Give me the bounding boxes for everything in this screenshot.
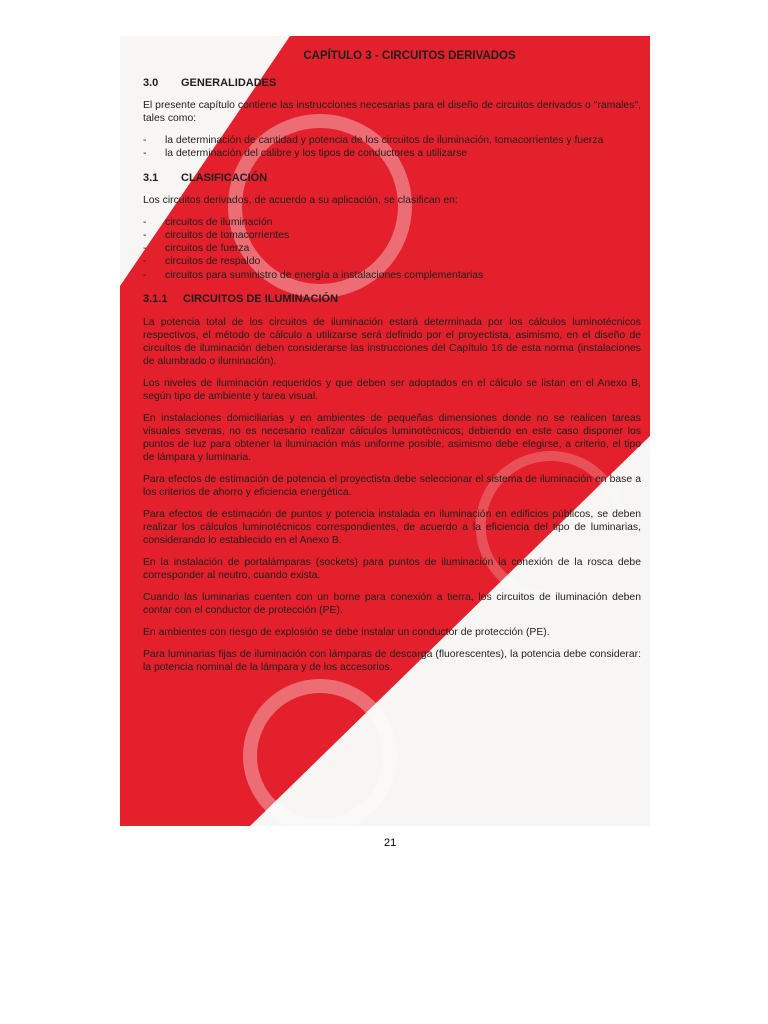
list-item: - circuitos para suministro de energía a instalaciones complementarias: [143, 269, 641, 282]
paragraph: Los niveles de iluminación requeridos y que deben ser adoptados en el cálculo se listan en el Anexo B, según tipo de ambiente y tarea visual.: [143, 378, 641, 403]
chapter-title: CAPÍTULO 3 - CIRCUITOS DERIVADOS: [303, 50, 516, 62]
intro-paragraph: El presente capítulo contiene las instrucciones necesarias para el diseño de circuitos derivados o "ramales", tales como:: [143, 100, 641, 124]
paragraph: La potencia total de los circuitos de iluminación estará determinada por los cálculos luminotécnicos respectivos, el método de cálculo a utilizarse será definido por el proyectista, asimismo, en el diseño de circuitos de iluminación deben considerarse las instrucciones del Capítulo 16 de esta norma (instalaciones de alumbrado o iluminación).: [143, 317, 641, 368]
watermark-left-text: ©IBNORCA · DERECHOS RESERVADOS: [84, 229, 93, 388]
scanned-page: [120, 36, 650, 826]
classification-list: [143, 216, 641, 282]
list-item: - la determinación del calibre y los tipos de conductores a utilizarse: [143, 147, 641, 160]
paragraph: Para efectos de estimación de puntos y potencia instalada en iluminación en edificios públicos, se deben realizar los cálculos luminotécnicos correspondientes, de acuerdo a la eficiencia del tipo de luminarias, considerando lo establecido en el Anexo B.: [143, 509, 641, 547]
list-item: - circuitos de tomacorrientes: [143, 229, 641, 242]
watermark-right-text-line2: DERECHO PROPIETARIO INTELECTUAL: [685, 517, 695, 683]
section-heading-3-1: [143, 172, 641, 185]
section-number: 3.1.1: [143, 293, 168, 306]
section-number: 3.1: [143, 171, 159, 184]
section-title: CIRCUITOS DE ILUMINACIÓN: [183, 293, 339, 306]
section-heading-3-1-1: [143, 293, 641, 306]
section-title: CLASIFICACIÓN: [181, 171, 268, 184]
seal-ring-lower: [250, 686, 390, 826]
document-body: [143, 50, 641, 683]
list-item: - la determinación de cantidad y potencia de los circuitos de iluminación, tomacorrientes y fuerza: [143, 134, 641, 147]
paragraph: En la instalación de portalámparas (sockets) para puntos de iluminación la conexión de la rosca debe corresponder al neutro, cuando exista.: [143, 557, 641, 582]
page-number: 21: [384, 837, 397, 849]
list-item: - circuitos de respaldo: [143, 255, 641, 268]
paragraph: Cuando las luminarias cuenten con un borne para conexión a tierra, los circuitos de iluminación deben contar con el conductor de protección (PE).: [143, 592, 641, 617]
watermark-right-text-line1: DOCUMENTO PROTEGIDO POR EL: [672, 538, 682, 683]
intro-list: [143, 134, 641, 161]
list-item: - circuitos de fuerza: [143, 242, 641, 255]
section-number: 3.0: [143, 77, 159, 89]
section-heading-3-0: [143, 77, 641, 90]
paragraph: Para efectos de estimación de potencia el proyectista debe seleccionar el sistema de iluminación en base a los criterios de ahorro y eficiencia energética.: [143, 474, 641, 499]
paragraph: En ambientes con riesgo de explosión se debe instalar un conductor de protección (PE).: [143, 627, 550, 639]
section-title: GENERALIDADES: [181, 77, 277, 89]
list-item: - circuitos de iluminación: [143, 216, 641, 229]
paragraph: Para luminarias fijas de iluminación con lámparas de descarga (fluorescentes), la potencia debe considerar: la potencia nominal de la lámpara y de los accesorios.: [143, 649, 641, 674]
classification-intro: Los circuitos derivados, de acuerdo a su aplicación, se clasifican en:: [143, 194, 458, 206]
paragraph: En instalaciones domiciliarias y en ambientes de pequeñas dimensiones donde no se realicen tareas visuales severas, no es necesario realizar cálculos luminotécnicos; debiendo en este caso disponer los puntos de luz para obtener la iluminación más uniforme posible, asimismo debe elegirse, a criterio, el tipo de lámpara y luminaria.: [143, 413, 641, 464]
